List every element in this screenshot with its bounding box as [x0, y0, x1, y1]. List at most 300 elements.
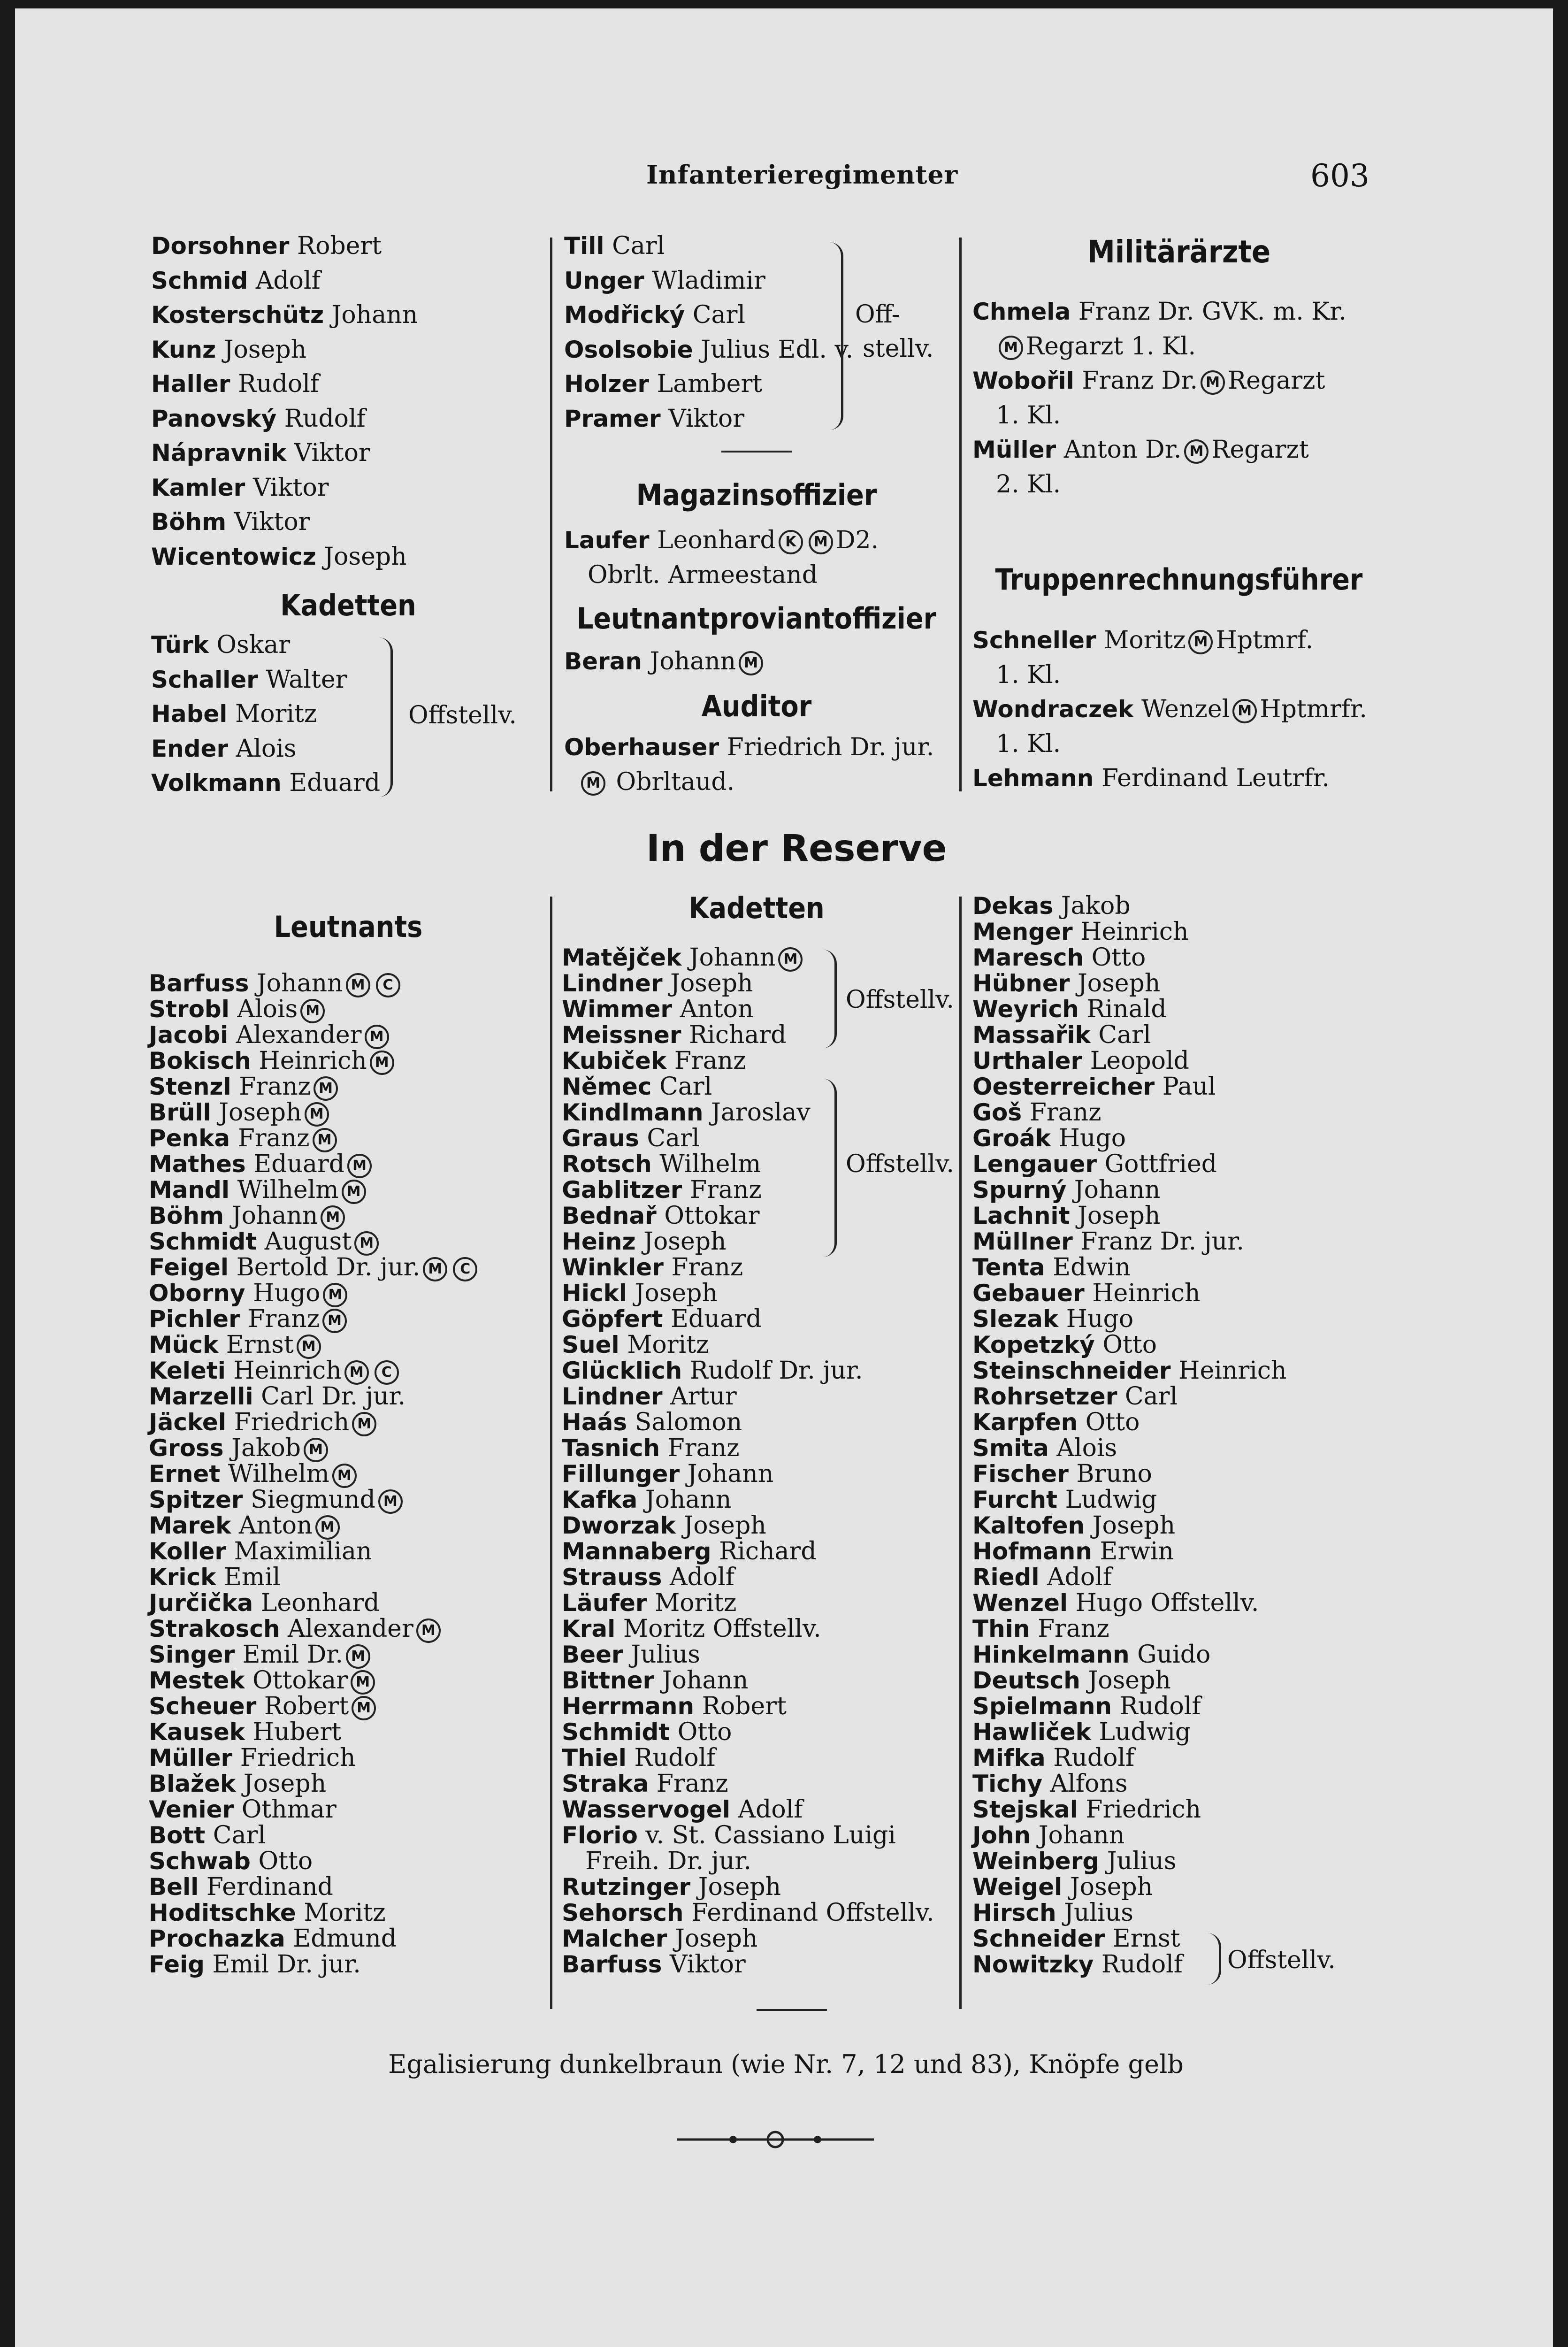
- list-item: [972, 1306, 1385, 1332]
- list-item: [562, 1719, 956, 1745]
- given-name: Eduard: [253, 1150, 345, 1178]
- given-name: Friedrich: [234, 1408, 350, 1436]
- c-icon: C: [453, 1257, 477, 1281]
- given-name: Franz Dr. jur.: [1080, 1227, 1244, 1256]
- given-name: Maximilian: [234, 1537, 372, 1565]
- given-name: Artur: [670, 1382, 737, 1411]
- surname: Müller: [149, 1744, 233, 1772]
- list-item: [972, 1642, 1385, 1668]
- list-item: [972, 1719, 1385, 1745]
- list-item: [149, 1539, 548, 1565]
- list-item: [149, 1410, 548, 1435]
- m-icon: M: [1188, 630, 1213, 654]
- given-name: Jaroslav: [711, 1098, 811, 1127]
- surname: Kral: [562, 1615, 616, 1642]
- surname: Läufer: [562, 1589, 647, 1617]
- reserve-kadetten-list: [562, 945, 956, 1978]
- surname: Unger: [564, 267, 644, 294]
- given-name: Joseph: [674, 1925, 758, 1953]
- list-item: [972, 1022, 1385, 1048]
- list-item: [151, 229, 545, 264]
- brace-note: Offstellv.: [846, 1150, 954, 1178]
- list-item: [972, 623, 1385, 658]
- given-name: Rudolf: [1053, 1744, 1135, 1772]
- given-name: Guido: [1137, 1641, 1211, 1669]
- surname: Wasservogel: [562, 1796, 730, 1823]
- list-item: [972, 399, 1385, 433]
- given-name: Leonhard: [657, 526, 776, 554]
- list-item: [149, 1255, 548, 1281]
- given-name: Ferdinand Leutrfr.: [1101, 764, 1330, 792]
- m-icon: M: [342, 1180, 366, 1204]
- given-name: Eduard: [289, 769, 381, 797]
- given-name: Rudolf: [1101, 1950, 1183, 1979]
- c-icon: C: [376, 973, 400, 997]
- given-name: Joseph: [219, 1098, 302, 1127]
- given-name: Anton Dr.: [1063, 436, 1182, 464]
- given-name: Hugo: [253, 1279, 321, 1307]
- proviant-heading: Leutnantproviantoffizier: [576, 601, 937, 636]
- surname: Haller: [151, 370, 230, 398]
- given-name: Walter: [266, 665, 347, 694]
- given-name: Ottokar: [252, 1666, 348, 1695]
- given-name: Adolf: [669, 1563, 734, 1591]
- list-item: [972, 1668, 1385, 1694]
- given-name: Rudolf: [634, 1744, 716, 1772]
- surname: Meissner: [562, 1021, 681, 1049]
- list-item: [149, 1513, 548, 1539]
- given-name: Joseph: [643, 1227, 727, 1256]
- given-name: Joseph: [698, 1873, 781, 1901]
- surname: Wimmer: [562, 996, 673, 1023]
- surname: Kubiček: [562, 1047, 667, 1074]
- list-item: [972, 1229, 1385, 1255]
- surname: Němec: [562, 1073, 652, 1100]
- magazin-heading: Magazinsoffizier: [636, 478, 877, 512]
- given-name: Othmar: [241, 1795, 337, 1824]
- given-name: Julius: [1107, 1847, 1177, 1875]
- m-icon: M: [739, 651, 763, 675]
- m-icon: M: [332, 1464, 357, 1488]
- list-item: [972, 1384, 1385, 1410]
- surname: Böhm: [149, 1202, 224, 1229]
- given-name: Johann: [687, 1460, 774, 1488]
- list-item: [972, 971, 1385, 997]
- surname: Massařik: [972, 1021, 1091, 1049]
- m-icon: M: [416, 1618, 441, 1643]
- given-name: Julius: [631, 1641, 700, 1669]
- divider: [757, 2009, 827, 2011]
- surname: Tasnich: [562, 1434, 660, 1462]
- surname: Wobořil: [972, 367, 1074, 394]
- surname: Marek: [149, 1512, 231, 1539]
- surname: Strakosch: [149, 1615, 280, 1642]
- reserve-kadetten-heading: Kadetten: [688, 891, 825, 925]
- given-name: Joseph: [1078, 1202, 1161, 1230]
- surname: Dorsohner: [151, 232, 290, 260]
- surname: Pramer: [564, 405, 661, 432]
- list-item: [151, 264, 545, 299]
- given-name: Heinrich: [233, 1357, 342, 1385]
- list-item: [149, 1900, 548, 1926]
- m-icon: M: [354, 1231, 379, 1256]
- surname: Hofmann: [972, 1538, 1092, 1565]
- list-item: [562, 945, 956, 971]
- given-name: Joseph: [670, 969, 753, 997]
- surname: Karpfen: [972, 1409, 1078, 1436]
- given-name: Jakob: [1061, 892, 1131, 920]
- surname: Tenta: [972, 1254, 1045, 1281]
- surname: Jurčička: [149, 1589, 253, 1617]
- list-item: [149, 1719, 548, 1745]
- leutnants-heading: Leutnants: [274, 910, 423, 944]
- given-name: Franz Dr. GVK. m. Kr.: [1078, 298, 1346, 326]
- surname: Hirsch: [972, 1899, 1056, 1926]
- given-name: Joseph: [683, 1511, 766, 1540]
- list-item: [151, 367, 545, 402]
- list-item: [972, 1694, 1385, 1719]
- m-icon: M: [352, 1696, 376, 1720]
- list-item: [149, 1668, 548, 1694]
- surname: Wondraczek: [972, 696, 1134, 723]
- given-name: Julius Edl. v.: [701, 335, 854, 364]
- surname: Glücklich: [562, 1357, 682, 1384]
- surname: Beer: [562, 1641, 623, 1668]
- surname: Goš: [972, 1099, 1022, 1126]
- given-name: Alois: [237, 995, 298, 1023]
- m-icon: M: [370, 1051, 394, 1075]
- given-name: Paul: [1162, 1073, 1216, 1101]
- magazin-entry: [564, 523, 958, 592]
- given-name: Wilhelm: [237, 1176, 339, 1204]
- list-item: [562, 1126, 956, 1151]
- surname: Schneller: [972, 627, 1096, 654]
- given-name: Johann: [662, 1666, 749, 1695]
- m-icon: M: [323, 1283, 347, 1307]
- kadetten-note: Offstellv.: [408, 701, 517, 729]
- list-item: [562, 1900, 956, 1926]
- list-item: [149, 1332, 548, 1358]
- surname: Furcht: [972, 1486, 1058, 1513]
- m-icon: M: [314, 1076, 338, 1101]
- surname: Feigel: [149, 1254, 229, 1281]
- surname: Schneider: [972, 1925, 1105, 1952]
- list-item: [972, 1203, 1385, 1229]
- surname: Singer: [149, 1641, 235, 1668]
- surname: Rohrsetzer: [972, 1383, 1117, 1410]
- name: Oberhauser: [564, 734, 719, 761]
- given-name: Heinrich: [259, 1047, 367, 1075]
- ornament-icon: [677, 2130, 874, 2149]
- list-item: [562, 1410, 956, 1435]
- given-name: Otto: [1091, 943, 1146, 972]
- k-icon: K: [779, 530, 803, 554]
- m-icon: M: [304, 1438, 328, 1462]
- list-item: [972, 364, 1385, 399]
- auditor-heading: Auditor: [701, 689, 812, 723]
- list-item: [562, 1332, 956, 1358]
- given-name: Friedrich: [1086, 1795, 1201, 1824]
- aerzte-list: [972, 295, 1385, 502]
- surname: Lindner: [562, 970, 663, 997]
- given-name: Franz: [1029, 1098, 1101, 1127]
- surname: Kunz: [151, 336, 216, 363]
- surname: Brüll: [149, 1099, 211, 1126]
- list-item: [149, 1823, 548, 1848]
- surname: Riedl: [972, 1564, 1040, 1591]
- given-name: Richard: [689, 1021, 787, 1049]
- given-name: Edmund: [293, 1925, 397, 1953]
- list-item: [151, 298, 545, 333]
- list-item: [151, 471, 545, 506]
- m-icon: M: [378, 1489, 403, 1514]
- reserve-heading: In der Reserve: [646, 828, 947, 870]
- m-icon: M: [1201, 370, 1225, 395]
- kadetten-heading: Kadetten: [280, 588, 416, 622]
- surname: Weigel: [972, 1873, 1063, 1901]
- surname: Tichy: [972, 1770, 1043, 1797]
- given-name: Heinrich: [1080, 918, 1189, 946]
- list-item: [564, 229, 949, 264]
- given-name: Bruno: [1076, 1460, 1152, 1488]
- surname: Urthaler: [972, 1047, 1083, 1074]
- list-item: [972, 1126, 1385, 1151]
- m-icon: M: [778, 947, 803, 972]
- given-name: Franz: [671, 1253, 743, 1281]
- surname: Stejskal: [972, 1796, 1078, 1823]
- list-item: [972, 1900, 1385, 1926]
- surname: Lachnit: [972, 1202, 1070, 1229]
- surname: Mathes: [149, 1150, 246, 1178]
- surname: Sehorsch: [562, 1899, 684, 1926]
- given-name: Johann: [231, 1202, 318, 1230]
- given-name: Gottfried: [1104, 1150, 1217, 1178]
- given-name: Carl: [1124, 1382, 1178, 1411]
- given-name: Anton: [238, 1511, 313, 1540]
- list-item: [562, 1642, 956, 1668]
- m-icon: M: [346, 1644, 370, 1669]
- given-name: Carl: [1098, 1021, 1151, 1049]
- m-icon: M: [365, 1025, 389, 1049]
- surname: Hinkelmann: [972, 1641, 1130, 1668]
- list-item: [972, 997, 1385, 1022]
- list-item: [562, 1306, 956, 1332]
- list-item: [149, 1100, 548, 1126]
- surname: Spielmann: [972, 1693, 1112, 1720]
- given-name: Ernst: [226, 1331, 294, 1359]
- given-name: Hubert: [252, 1718, 342, 1746]
- surname: Herrmann: [562, 1693, 695, 1720]
- list-item: [149, 1694, 548, 1719]
- list-item: [972, 658, 1385, 693]
- given-name: Otto: [1102, 1331, 1157, 1359]
- list-item: [972, 945, 1385, 971]
- list-item: [562, 1203, 956, 1229]
- m-icon: M: [321, 1205, 345, 1230]
- given-name: Wilhelm: [228, 1460, 329, 1488]
- given-name: 2. Kl.: [996, 470, 1061, 499]
- list-item: [149, 1384, 548, 1410]
- surname: Kafka: [562, 1486, 638, 1513]
- name: Beran: [564, 648, 642, 675]
- footer-note: Egalisierung dunkelbraun (wie Nr. 7, 12 und 83), Knöpfe gelb: [388, 2049, 1184, 2079]
- given-name: Hugo Offstellv.: [1075, 1589, 1259, 1617]
- given-name: Johann: [650, 647, 736, 675]
- list-item: [149, 1590, 548, 1616]
- list-item: [149, 1771, 548, 1797]
- surname: Marzelli: [149, 1383, 253, 1410]
- given-name: Otto: [258, 1847, 313, 1875]
- list-item: [972, 1281, 1385, 1306]
- m-icon: M: [1232, 699, 1257, 723]
- given-name: Regarzt 1. Kl.: [1026, 332, 1196, 360]
- list-item: [562, 1590, 956, 1616]
- list-item: [562, 1771, 956, 1797]
- given-name: 1. Kl.: [996, 401, 1061, 430]
- m-icon: M: [322, 1309, 347, 1333]
- m-icon: M: [581, 771, 605, 796]
- m-icon: M: [351, 1670, 375, 1695]
- list-item: [972, 692, 1385, 727]
- surname: Chmela: [972, 298, 1071, 325]
- list-item: [149, 997, 548, 1022]
- surname: Osolsobie: [564, 336, 693, 363]
- given-name: Viktor: [669, 1950, 746, 1979]
- given-name: Eduard: [670, 1305, 762, 1333]
- given-name: Leonhard: [260, 1589, 380, 1617]
- surname: Kamler: [151, 474, 245, 501]
- surname: Wicentowicz: [151, 543, 316, 570]
- given-name: Joseph: [243, 1770, 327, 1798]
- surname: Lindner: [562, 1383, 663, 1410]
- given-name: Johann: [1038, 1821, 1125, 1849]
- given-name: Moritz: [304, 1899, 386, 1927]
- auditor-entry: [564, 730, 958, 799]
- officer-list-top-left: [151, 229, 545, 574]
- given-name: Wenzel: [1141, 695, 1230, 723]
- surname: Suel: [562, 1331, 620, 1358]
- surname: Mifka: [972, 1744, 1046, 1772]
- surname: Bittner: [562, 1667, 655, 1694]
- given-name: Alexander: [236, 1021, 362, 1049]
- rank: Regarzt: [1211, 436, 1309, 464]
- surname: Wenzel: [972, 1589, 1068, 1617]
- surname: Matějček: [562, 944, 682, 971]
- list-item: [972, 1074, 1385, 1100]
- rank-line: Obrltaud.: [616, 767, 735, 796]
- list-item: [151, 505, 545, 540]
- surname: Strobl: [149, 996, 229, 1023]
- surname: Fillunger: [562, 1460, 680, 1488]
- list-item: [151, 402, 545, 437]
- given-name: Freih. Dr. jur.: [585, 1847, 752, 1875]
- militaeraerzte-heading: Militärärzte: [1087, 234, 1271, 270]
- given-name: Carl: [612, 232, 665, 260]
- surname: Rotsch: [562, 1150, 652, 1178]
- surname: Pichler: [149, 1305, 240, 1333]
- given-name: Rudolf: [284, 404, 366, 433]
- list-item: [972, 1823, 1385, 1848]
- surname: Till: [564, 232, 604, 260]
- given-name: Alois: [236, 734, 297, 763]
- list-item: [562, 1565, 956, 1590]
- list-item: [972, 727, 1385, 762]
- given-name: Johann: [689, 943, 776, 972]
- list-item: [972, 1487, 1385, 1513]
- surname: Barfuss: [149, 970, 249, 997]
- given-name: Franz: [656, 1770, 728, 1798]
- list-item: [149, 1874, 548, 1900]
- surname: Ernet: [149, 1460, 221, 1488]
- given-name: Ferdinand Offstellv.: [691, 1899, 934, 1927]
- list-item: [972, 1565, 1385, 1590]
- given-name: Julius: [1064, 1899, 1133, 1927]
- list-item: [972, 1616, 1385, 1642]
- surname: Kausek: [149, 1718, 245, 1746]
- list-item: [972, 1255, 1385, 1281]
- list-item: [562, 1616, 956, 1642]
- surname: Mück: [149, 1331, 219, 1358]
- given-name: Rinald: [1086, 995, 1167, 1023]
- m-icon: M: [300, 999, 325, 1023]
- surname: Spurný: [972, 1176, 1067, 1204]
- surname: Schmid: [151, 267, 248, 294]
- brace-note: Offstellv.: [846, 986, 954, 1014]
- surname: Bednař: [562, 1202, 657, 1229]
- list-item: [149, 1048, 548, 1074]
- brace: [822, 242, 843, 430]
- surname: John: [972, 1822, 1031, 1849]
- list-item: [972, 893, 1385, 919]
- list-item: [972, 330, 1385, 364]
- surname: Spitzer: [149, 1486, 243, 1513]
- m-icon: M: [315, 1515, 340, 1540]
- surname: Jäckel: [149, 1409, 226, 1436]
- given-name: Ludwig: [1065, 1486, 1157, 1514]
- surname: Deutsch: [972, 1667, 1080, 1694]
- column-rule: [550, 897, 552, 2009]
- m-icon: M: [423, 1257, 447, 1281]
- given-name: Carl: [647, 1124, 700, 1152]
- list-item: [972, 919, 1385, 945]
- running-title: Infanterieregimenter: [646, 160, 958, 190]
- given-name: Johann: [645, 1486, 732, 1514]
- surname: Göpfert: [562, 1305, 663, 1333]
- surname: Gross: [149, 1434, 224, 1462]
- given-name: Oskar: [216, 631, 291, 659]
- given-name: Anton: [680, 995, 754, 1023]
- brace: [1205, 1933, 1221, 1985]
- rechnungsfuehrer-list: [972, 623, 1385, 796]
- list-item: [972, 1745, 1385, 1771]
- list-item: [972, 1151, 1385, 1177]
- given-name: Joseph: [1077, 969, 1161, 997]
- brace: [818, 950, 837, 1048]
- list-item: [149, 1952, 548, 1978]
- surname: Haás: [562, 1409, 627, 1436]
- surname: Straka: [562, 1770, 649, 1797]
- page-number: 603: [1310, 158, 1369, 194]
- surname: Groák: [972, 1125, 1051, 1152]
- stellv-note: stellv.: [863, 335, 934, 363]
- list-item: [151, 333, 545, 368]
- m-icon: M: [346, 973, 370, 997]
- list-item: [149, 1745, 548, 1771]
- list-item: [149, 1435, 548, 1461]
- column-rule: [550, 238, 552, 791]
- given-name: Ferdinand: [206, 1873, 333, 1901]
- list-item: [972, 1461, 1385, 1487]
